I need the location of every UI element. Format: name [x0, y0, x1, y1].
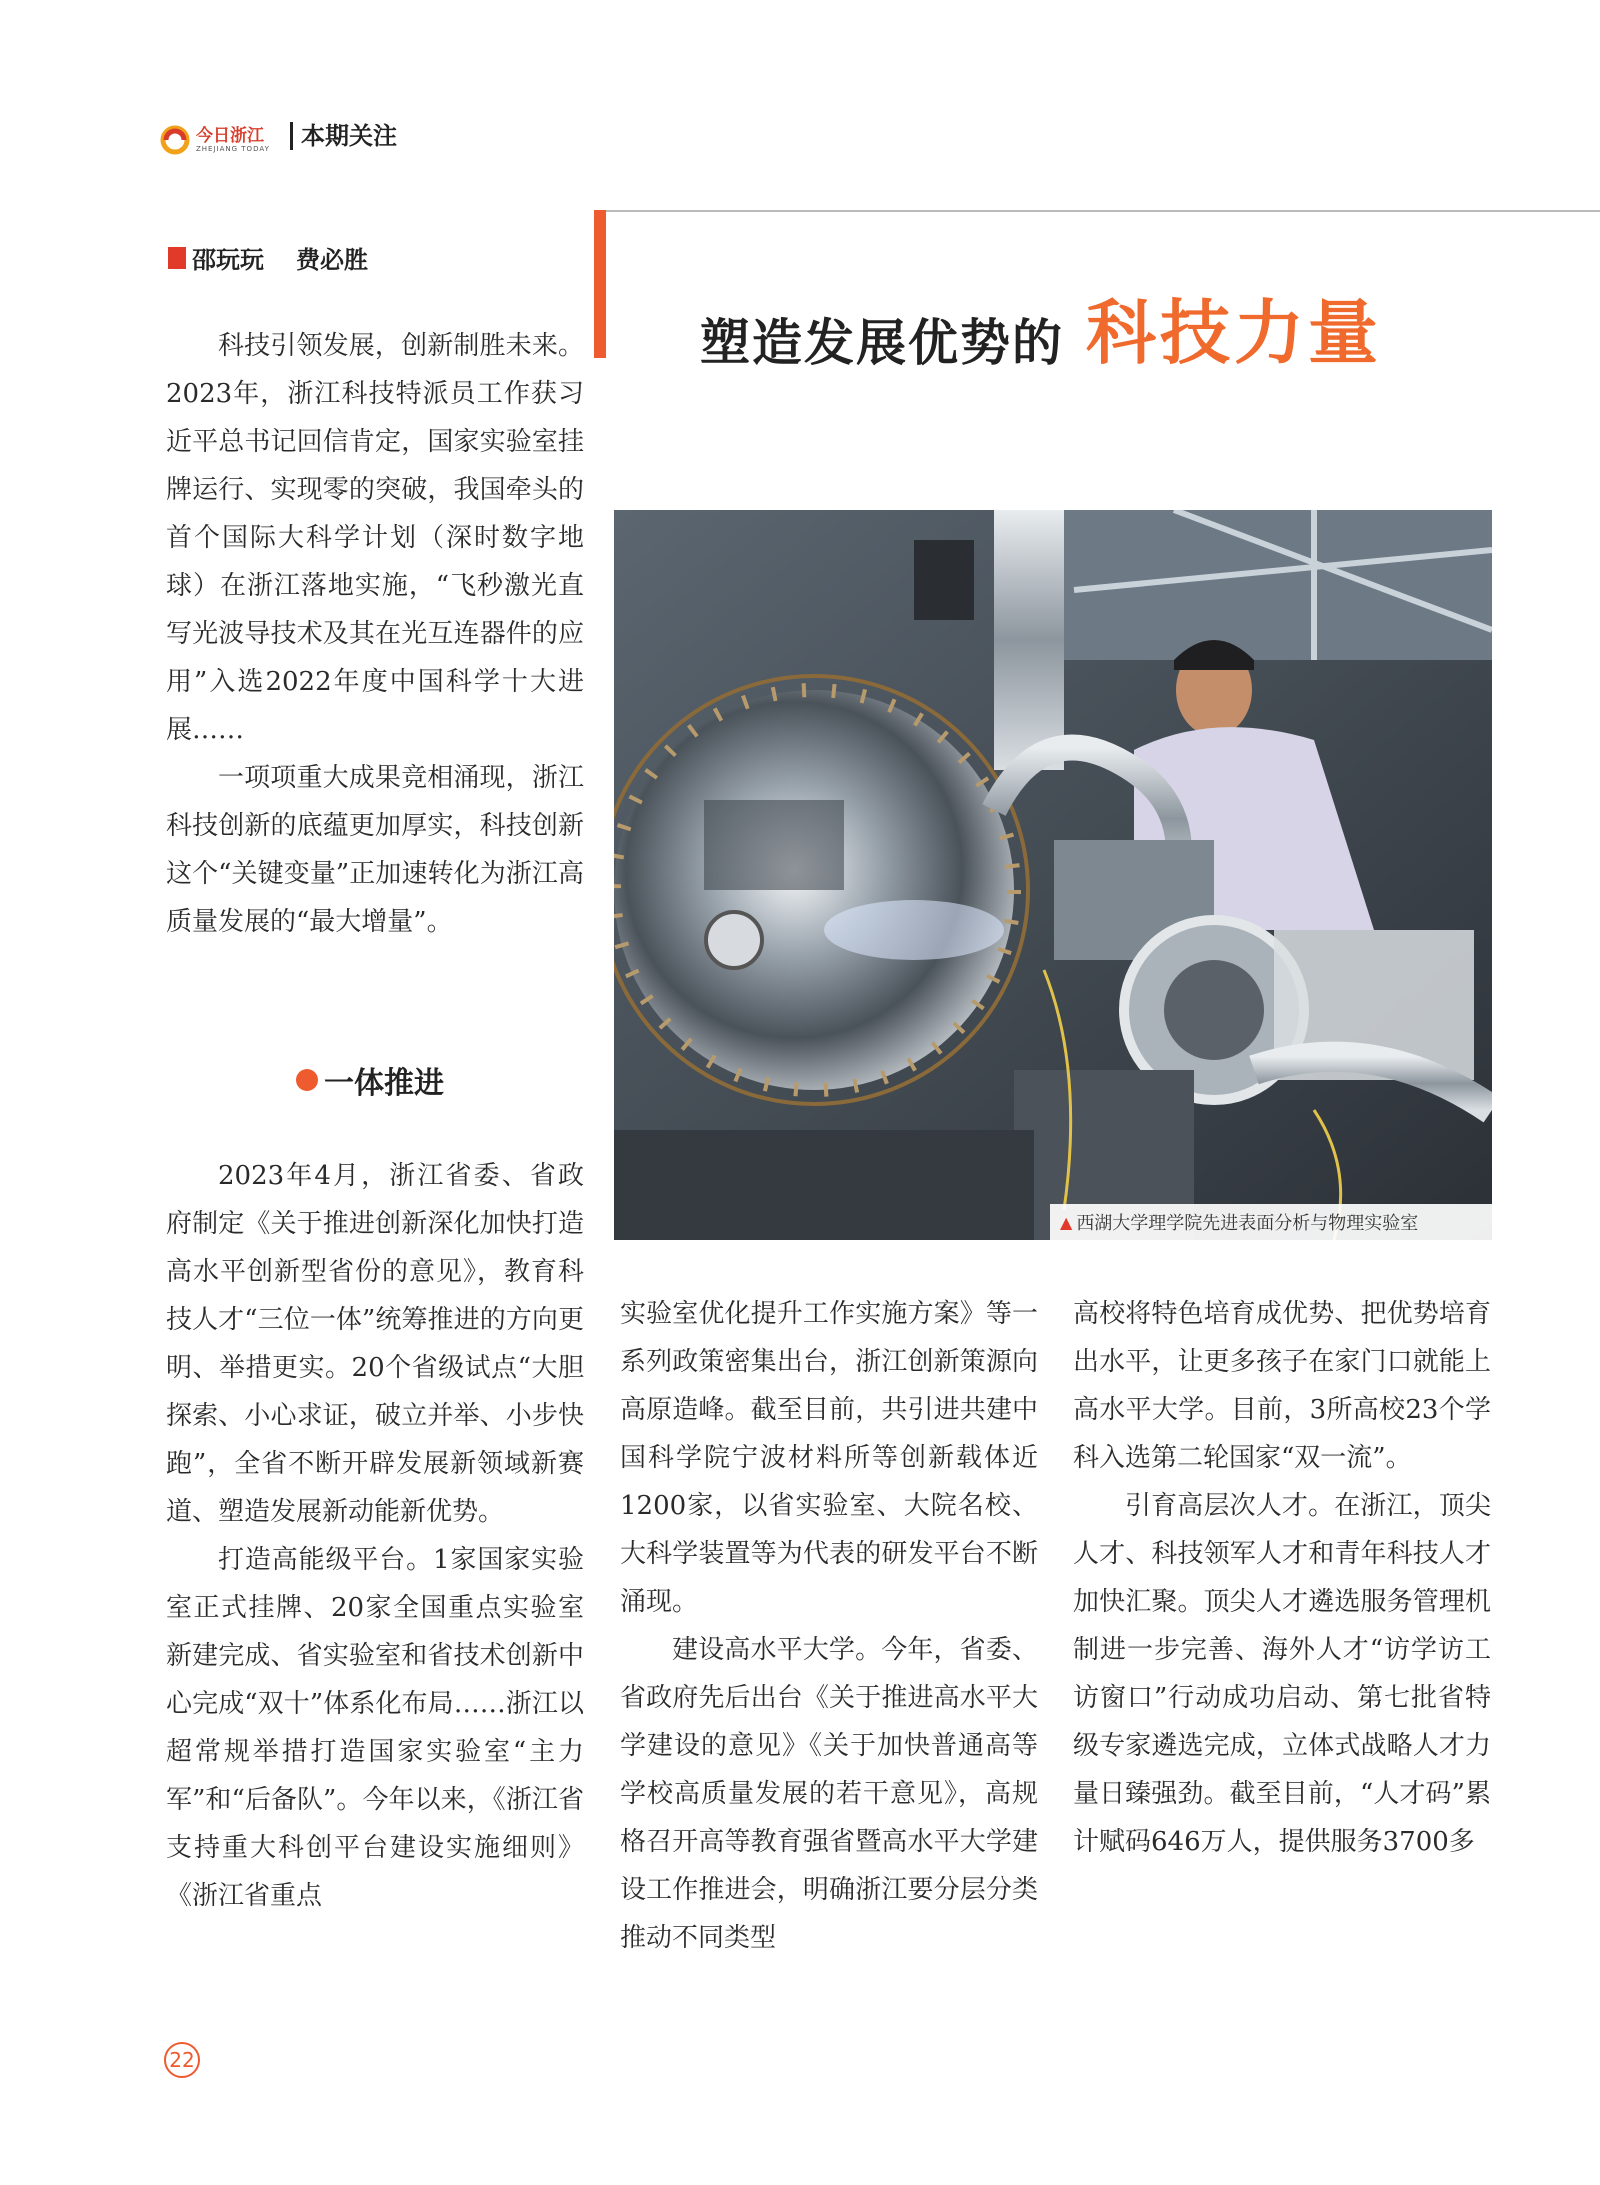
author-byline	[168, 240, 400, 275]
title-accent-bar	[594, 210, 606, 358]
author-name: 邵玩玩	[192, 246, 264, 274]
intro-paragraph: 一项项重大成果竞相涌现，浙江科技创新的底蕴更加厚实，科技创新这个“关键变量”正加速转化为浙江高质量发展的“最大增量”。	[166, 763, 584, 937]
title-accent: 科技力量	[1086, 292, 1382, 374]
body-paragraph: 建设高水平大学。今年，省委、省政府先后出台《关于推进高水平大学建设的意见》《关于加快普通高等学校高质量发展的若干意见》，高规格召开高等教育强省暨高水平大学建设工作推进会，明确浙江要分层分类推动不同类型	[620, 1635, 1038, 1953]
title-rule	[606, 210, 1600, 212]
body-column-1	[166, 1152, 584, 1920]
byline-marker-icon	[168, 247, 186, 269]
section-subhead	[296, 1058, 444, 1102]
logo-text: 今日浙江	[196, 125, 264, 146]
intro-paragraph: 科技引领发展，创新制胜未来。2023年，浙江科技特派员工作获习近平总书记回信肯定，国家实验室挂牌运行、实现零的突破，我国牵头的首个国际大科学计划（深时数字地球）在浙江落地实施，“飞秒激光直写光波导技术及其在光互连器件的应用”入选2022年度中国科学十大进展……	[166, 331, 584, 745]
body-paragraph: 高校将特色培育成优势、把优势培育出水平，让更多孩子在家门口就能上高水平大学。目前，3所高校23个学科入选第二轮国家“双一流”。	[1073, 1299, 1491, 1473]
logo-subtitle: ZHEJIANG TODAY	[196, 144, 270, 153]
logo-swirl-icon	[160, 125, 190, 155]
caption-triangle-icon: ▲	[1060, 1212, 1073, 1232]
subhead-dot-icon	[296, 1069, 318, 1091]
subhead-text: 一体推进	[324, 1066, 444, 1101]
section-label: 本期关注	[290, 122, 397, 150]
body-paragraph: 2023年4月，浙江省委、省政府制定《关于推进创新深化加快打造高水平创新型省份的意见》，教育科技人才“三位一体”统筹推进的方向更明、举措更实。20个省级试点“大胆探索、小心求证，破立并举、小步快跑”，全省不断开辟发展新领域新赛道、塑造发展新动能新优势。	[166, 1161, 584, 1527]
body-column-2	[620, 1290, 1038, 1962]
body-paragraph: 实验室优化提升工作实施方案》等一系列政策密集出台，浙江创新策源向高原造峰。截至目前，共引进共建中国科学院宁波材料所等创新载体近1200家，以省实验室、大院名校、大科学装置等为代表的研发平台不断涌现。	[620, 1299, 1038, 1617]
intro-column	[166, 322, 584, 946]
body-paragraph: 打造高能级平台。1家国家实验室正式挂牌、20家全国重点实验室新建完成、省实验室和省技术创新中心完成“双十”体系化布局……浙江以超常规举措打造国家实验室“主力军”和“后备队”。今年以来，《浙江省支持重大科创平台建设实施细则》《浙江省重点	[166, 1545, 584, 1911]
lab-photo	[614, 510, 1492, 1240]
photo-caption	[1050, 1204, 1492, 1240]
body-paragraph: 引育高层次人才。在浙江，顶尖人才、科技领军人才和青年科技人才加快汇聚。顶尖人才遴选服务管理机制进一步完善、海外人才“访学访工访窗口”行动成功启动、第七批省特级专家遴选完成，立体式战略人才力量日臻强劲。截至目前，“人才码”累计赋码646万人，提供服务3700多	[1073, 1491, 1491, 1857]
lab-photo-illustration	[614, 510, 1492, 1240]
author-name: 费必胜	[296, 246, 368, 274]
title-main: 塑造发展优势的	[700, 313, 1064, 372]
body-column-3	[1073, 1290, 1491, 1866]
magazine-logo	[160, 118, 280, 162]
article-title	[700, 292, 1382, 374]
caption-text: 西湖大学理学院先进表面分析与物理实验室	[1076, 1213, 1419, 1234]
page-number: 22	[164, 2042, 200, 2078]
